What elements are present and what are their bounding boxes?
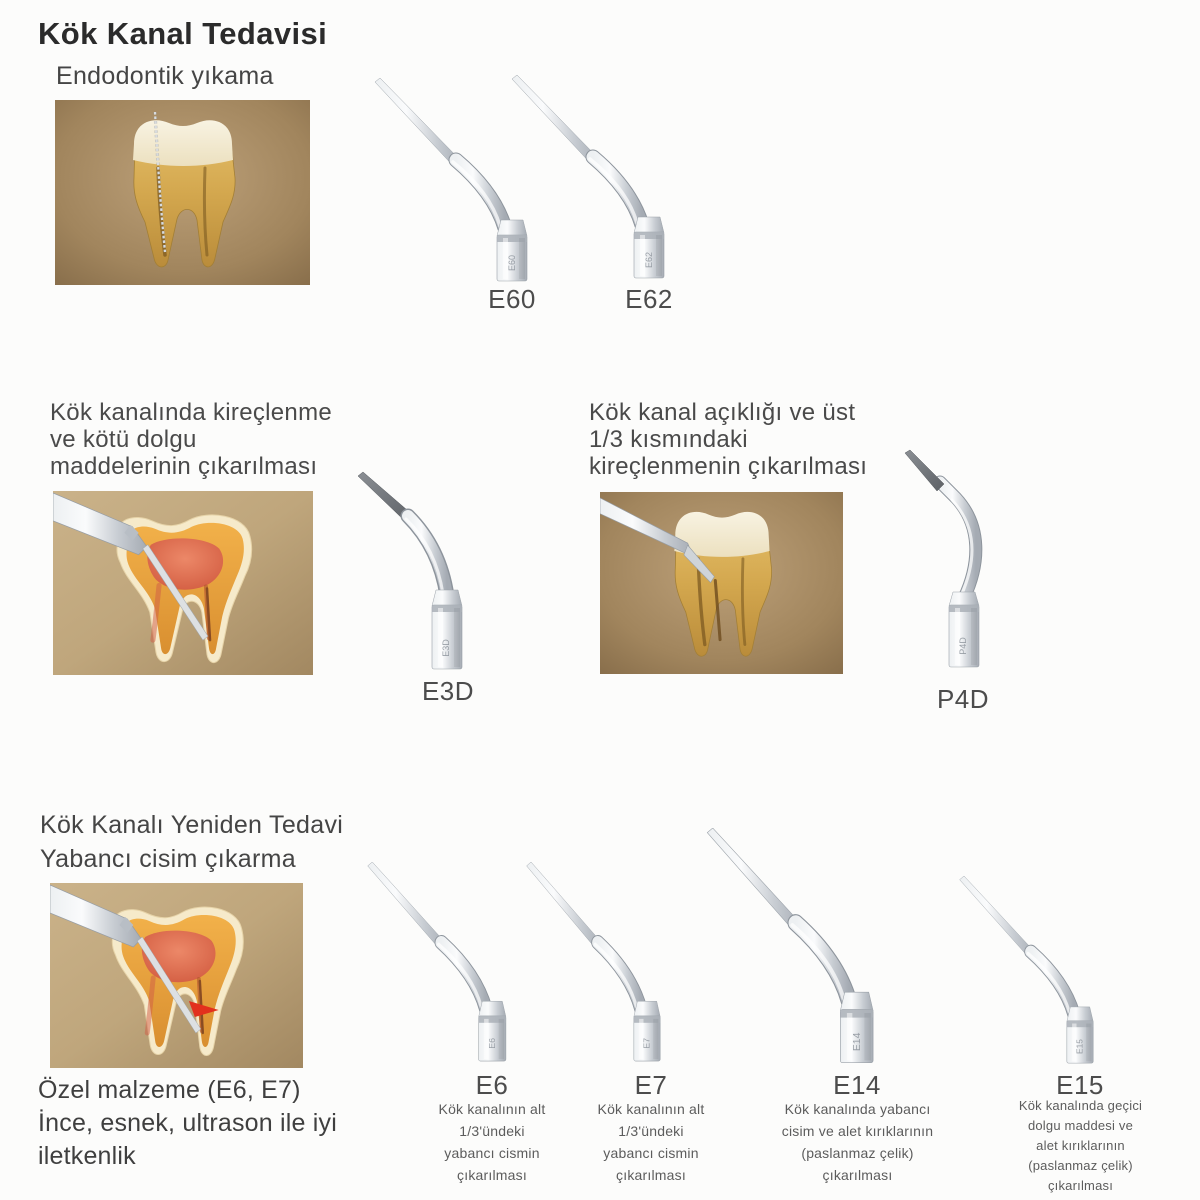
desc-line: Kök kanalında yabancı bbox=[784, 1101, 931, 1117]
desc-line: 1/3'ündeki bbox=[618, 1123, 684, 1139]
tooth-illustration-irrigation bbox=[55, 100, 310, 285]
heading-line: kireçlenmenin çıkarılması bbox=[589, 453, 868, 480]
page-title: Kök Kanal Tedavisi bbox=[38, 16, 328, 51]
scaler-tip-e3d-image bbox=[352, 468, 472, 675]
desc-line: (paslanmaz çelik) bbox=[1028, 1158, 1133, 1173]
material-note bbox=[38, 1074, 337, 1173]
heading-line: Kök Kanalı Yeniden Tedavi bbox=[40, 811, 344, 839]
desc-line: 1/3'ündeki bbox=[459, 1123, 525, 1139]
desc-line: çıkarılması bbox=[1047, 1178, 1114, 1193]
scaler-tip-p4d-image bbox=[898, 446, 990, 672]
desc-line: alet kırıklarının bbox=[1036, 1138, 1125, 1153]
desc-line: cisim ve alet kırıklarının bbox=[781, 1123, 934, 1139]
tip-label-e62: E62 bbox=[625, 284, 673, 314]
tooth-illustration-access bbox=[600, 492, 843, 674]
tip-engraving-e7: E7 bbox=[642, 1038, 652, 1049]
tip-description-e7 bbox=[570, 1098, 732, 1186]
desc-line: Kök kanalında geçici bbox=[1018, 1098, 1143, 1113]
tip-label-e14: E14 bbox=[833, 1070, 881, 1100]
desc-line: çıkarılması bbox=[457, 1167, 527, 1183]
heading-line: 1/3 kısmındaki bbox=[589, 426, 748, 453]
tip-label-e3d: E3D bbox=[421, 676, 475, 706]
tip-engraving-e3d: E3D bbox=[441, 639, 451, 657]
tip-engraving-e60: E60 bbox=[507, 254, 517, 272]
heading-line: Kök kanal açıklığı ve üst bbox=[589, 399, 856, 426]
tip-label-e15: E15 bbox=[1056, 1070, 1104, 1100]
tip-engraving-e15: E15 bbox=[1075, 1039, 1085, 1054]
desc-line: Kök kanalının alt bbox=[438, 1101, 546, 1117]
tooth-illustration-calculus bbox=[53, 491, 313, 675]
tip-label-p4d: P4D bbox=[936, 684, 990, 714]
note-line: İnce, esnek, ultrason ile iyi bbox=[38, 1109, 338, 1137]
desc-line: yabancı cismin bbox=[603, 1145, 699, 1161]
section-retreatment-heading bbox=[40, 808, 343, 876]
tip-label-e60: E60 bbox=[488, 284, 536, 314]
heading-line: ve kötü dolgu bbox=[50, 426, 197, 453]
tip-engraving-p4d: P4D bbox=[958, 637, 968, 655]
tip-engraving-e14: E14 bbox=[852, 1032, 863, 1052]
tip-description-e15 bbox=[988, 1096, 1173, 1196]
tip-description-e6 bbox=[411, 1098, 573, 1186]
tip-label-e7: E7 bbox=[634, 1070, 668, 1100]
tip-description-e14 bbox=[755, 1098, 960, 1186]
scaler-tip-e62-image bbox=[509, 75, 674, 280]
tooth-illustration-retreatment bbox=[50, 883, 303, 1068]
scaler-tip-e14-image bbox=[704, 828, 884, 1065]
tip-label-e6: E6 bbox=[475, 1070, 509, 1100]
scaler-tip-e15-image bbox=[957, 876, 1102, 1065]
note-line: Özel malzeme (E6, E7) bbox=[38, 1076, 301, 1104]
desc-line: çıkarılması bbox=[822, 1167, 893, 1183]
section-access-heading bbox=[589, 399, 867, 480]
section-calculus-heading bbox=[50, 399, 332, 480]
desc-line: dolgu maddesi ve bbox=[1027, 1118, 1134, 1133]
heading-line: maddelerinin çıkarılması bbox=[50, 453, 318, 480]
tip-engraving-e6: E6 bbox=[487, 1037, 497, 1049]
heading-line: Kök kanalında kireçlenme bbox=[50, 399, 333, 426]
scaler-tip-e6-image bbox=[365, 862, 515, 1063]
desc-line: çıkarılması bbox=[616, 1167, 686, 1183]
desc-line: (paslanmaz çelik) bbox=[801, 1145, 914, 1161]
tip-engraving-e62: E62 bbox=[644, 251, 654, 269]
desc-line: yabancı cismin bbox=[444, 1145, 540, 1161]
heading-line: Yabancı cisim çıkarma bbox=[40, 845, 296, 873]
section-irrigation-heading: Endodontik yıkama bbox=[56, 62, 274, 90]
desc-line: Kök kanalının alt bbox=[597, 1101, 705, 1117]
scaler-tip-e7-image bbox=[524, 862, 669, 1063]
note-line: iletkenlik bbox=[38, 1142, 136, 1170]
